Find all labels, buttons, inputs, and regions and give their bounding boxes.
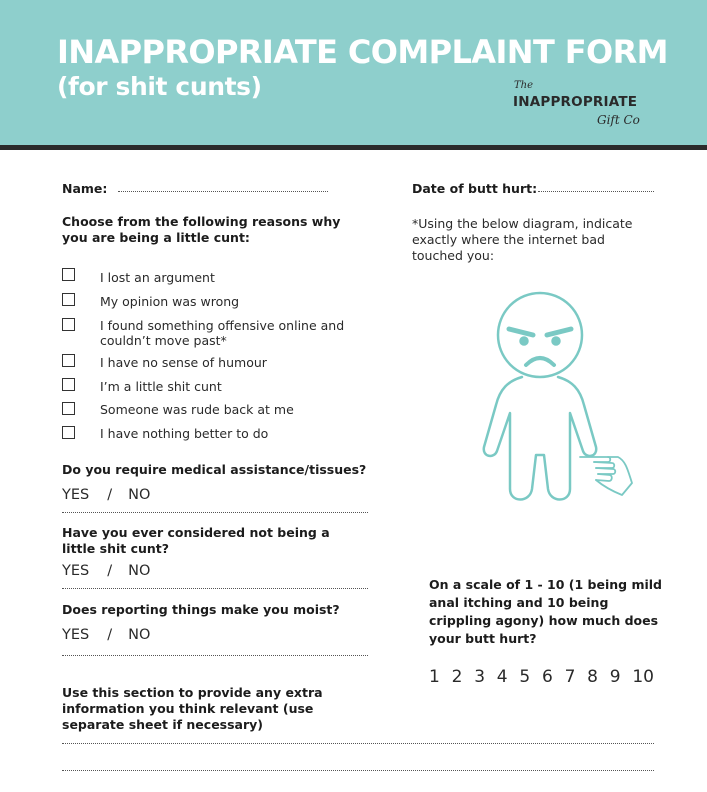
logo-gift-co-text: Gift Co <box>597 113 640 127</box>
scale-value-3[interactable]: 3 <box>474 667 486 687</box>
extra-info-heading: Use this section to provide any extra information you think relevant (use separate sheet if necessary) <box>62 685 323 732</box>
date-label: Date of butt hurt: <box>412 181 538 196</box>
scale-value-4[interactable]: 4 <box>496 667 508 687</box>
question-considered: Have you ever considered not being a little shit cunt? <box>62 525 330 556</box>
angry-person-icon[interactable] <box>470 285 640 530</box>
butt-hurt-scale <box>429 667 654 687</box>
form-title: INAPPROPRIATE COMPLAINT FORM <box>57 33 668 71</box>
yes-no-separator: / <box>107 627 113 643</box>
extra-info-line[interactable] <box>62 743 654 744</box>
checkbox-nothing-better[interactable] <box>62 426 75 439</box>
yes-no-moist <box>62 627 150 643</box>
scale-question: On a scale of 1 - 10 (1 being mild anal itching and 10 being crippling agony) how much does your butt hurt? <box>429 577 662 646</box>
scale-value-5[interactable]: 5 <box>519 667 531 687</box>
checkbox-opinion-wrong[interactable] <box>62 293 75 306</box>
yes-no-separator: / <box>107 487 113 503</box>
extra-info-line[interactable] <box>62 770 654 771</box>
scale-value-8[interactable]: 8 <box>587 667 598 687</box>
question-moist: Does reporting things make you moist? <box>62 602 340 617</box>
logo-the-text: The <box>514 80 534 91</box>
option-label: I have nothing better to do <box>100 426 269 441</box>
no-option[interactable]: NO <box>128 563 151 579</box>
option-label: I found something offensive online and couldn’t move past* <box>100 318 345 348</box>
scale-value-2[interactable]: 2 <box>451 667 463 687</box>
yes-option[interactable]: YES <box>62 563 90 579</box>
yes-option[interactable]: YES <box>62 487 90 503</box>
reasons-heading: Choose from the following reasons why you are being a little cunt: <box>62 214 341 245</box>
yes-no-medical <box>62 487 150 503</box>
scale-value-1[interactable]: 1 <box>429 667 440 687</box>
option-label: Someone was rude back at me <box>100 402 294 417</box>
logo-brand-text: INAPPROPRIATE <box>513 94 638 110</box>
yes-option[interactable]: YES <box>62 627 90 643</box>
date-field[interactable] <box>538 191 654 192</box>
divider-line <box>62 512 368 513</box>
no-option[interactable]: NO <box>128 627 151 643</box>
checkbox-offensive-online[interactable] <box>62 318 75 331</box>
scale-value-10[interactable]: 10 <box>632 667 654 687</box>
option-label: I’m a little shit cunt <box>100 379 222 394</box>
divider-line <box>62 588 368 589</box>
checkbox-no-humour[interactable] <box>62 354 75 367</box>
diagram-instruction: *Using the below diagram, indicate exactly where the internet bad touched you: <box>412 216 633 263</box>
option-label: I lost an argument <box>100 270 215 285</box>
name-label: Name: <box>62 181 108 196</box>
scale-value-7[interactable]: 7 <box>564 667 576 687</box>
divider-line <box>62 655 368 656</box>
no-option[interactable]: NO <box>128 487 151 503</box>
scale-value-6[interactable]: 6 <box>541 667 553 687</box>
yes-no-separator: / <box>107 563 113 579</box>
option-label: My opinion was wrong <box>100 294 240 309</box>
scale-value-9[interactable]: 9 <box>609 667 621 687</box>
yes-no-considered <box>62 563 150 579</box>
checkbox-shit-cunt[interactable] <box>62 378 75 391</box>
form-subtitle: (for shit cunts) <box>57 72 262 101</box>
header-divider <box>0 145 707 150</box>
checkbox-rude-back[interactable] <box>62 402 75 415</box>
checkbox-lost-argument[interactable] <box>62 268 75 281</box>
option-label: I have no sense of humour <box>100 355 267 370</box>
name-field[interactable] <box>118 191 328 192</box>
question-medical: Do you require medical assistance/tissues? <box>62 462 367 477</box>
